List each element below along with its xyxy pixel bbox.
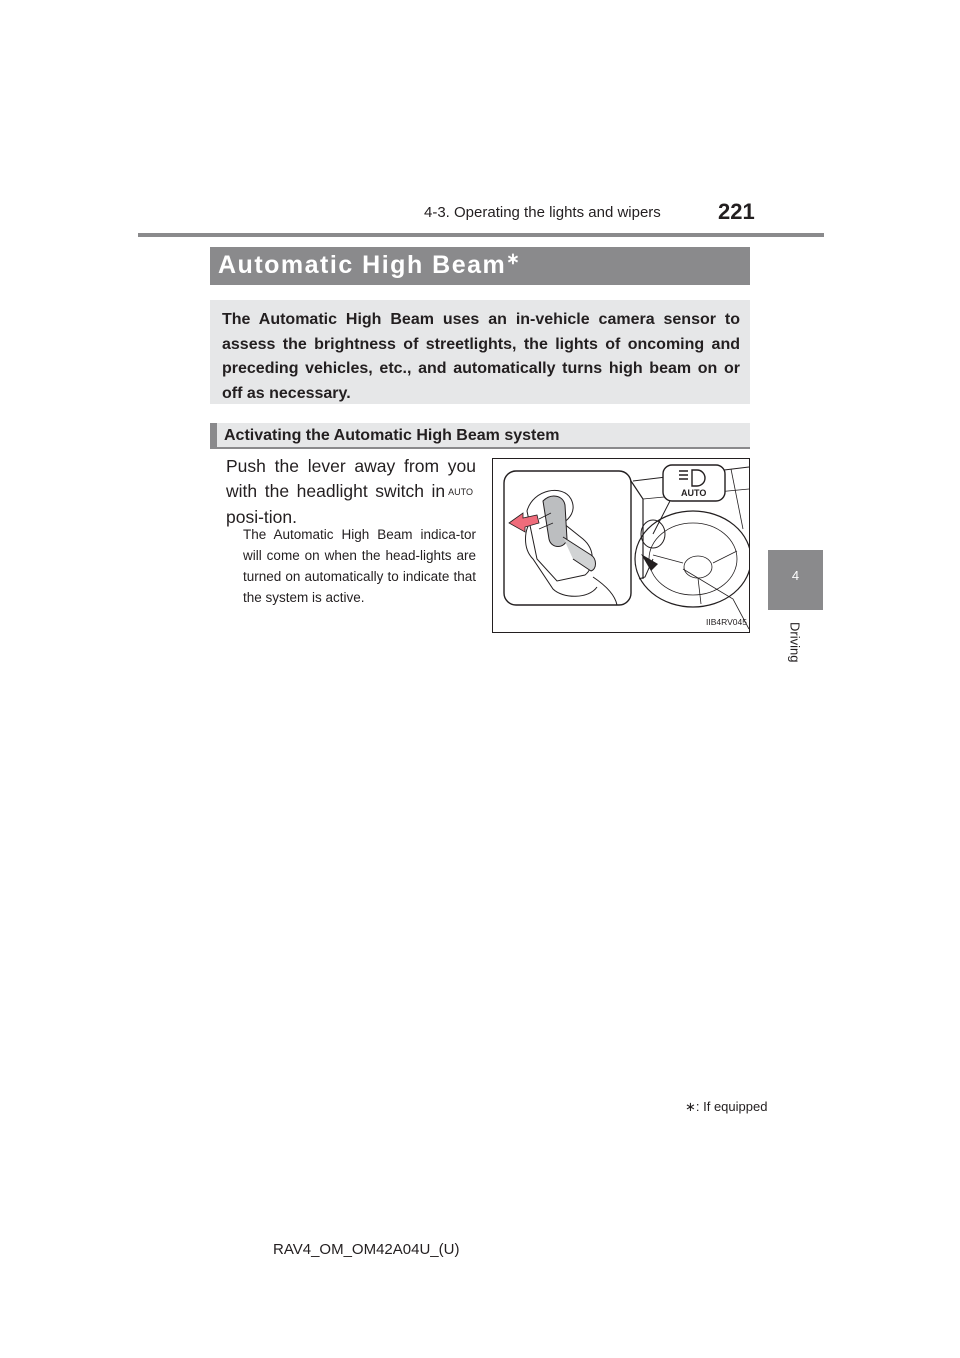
steering-lever-drawing	[493, 459, 749, 632]
subheading-marker	[210, 423, 217, 449]
title-asterisk: ∗	[506, 251, 520, 268]
header-rule	[138, 233, 824, 237]
subheading-text: Activating the Automatic High Beam system	[224, 427, 560, 444]
chapter-tab-label: Driving	[787, 622, 803, 663]
page-title	[218, 251, 520, 280]
lever-illustration	[492, 458, 750, 633]
illustration-code: IIB4RV045	[706, 617, 747, 627]
indicator-label: AUTO	[681, 488, 707, 498]
instruction-text-part2: posi-tion.	[226, 507, 298, 527]
auto-switch-icon: AUTO	[448, 487, 473, 497]
section-title: 4-3. Operating the lights and wipers	[424, 204, 661, 221]
page-title-text: Automatic High Beam	[218, 251, 507, 279]
footer-doc-id: RAV4_OM_OM42A04U_(U)	[273, 1241, 460, 1258]
instruction-note: The Automatic High Beam indica-tor will come on when the head-lights are turned on automatically to indicate that the system is active.	[243, 527, 476, 605]
chapter-tab-number: 4	[791, 568, 800, 583]
footnote: ∗: If equipped	[685, 1099, 768, 1114]
page-number: 221	[718, 199, 755, 224]
instruction-text	[226, 454, 476, 530]
instruction-text-part1: Push the lever away from you with the headlight switch in	[226, 456, 476, 501]
intro-text: The Automatic High Beam uses an in-vehicle camera sensor to assess the brightness of streetlights, the lights of oncoming and preceding vehicles, etc., and automatically turns high beam on or off as necessary.	[222, 311, 740, 402]
